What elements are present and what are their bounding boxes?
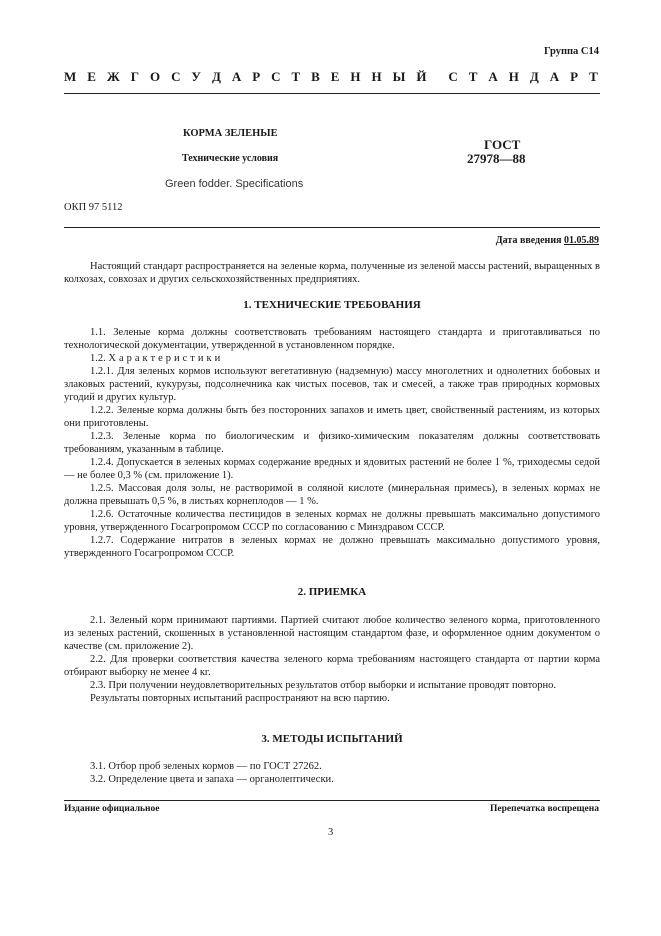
clause-1-2-4: 1.2.4. Допускается в зеленых кормах содержание вредных и ядовитых растений не более 1 %, триходесмы седой — не более 0,3 % (см. приложение 1). — [64, 457, 600, 481]
banner-letter: С — [271, 69, 281, 84]
banner-letter: У — [191, 69, 201, 84]
official-edition-note: Издание официальное — [64, 804, 160, 814]
banner-letter: Н — [350, 69, 361, 84]
banner-letter: Д — [211, 69, 221, 84]
section-1-body — [64, 326, 600, 560]
banner-letter: А — [231, 69, 242, 84]
clause-2-2: 2.2. Для проверки соответствия качества зеленого корма требованиям настоящего стандарта от партии корма отбирают выборку не менее 4 кг. — [64, 654, 600, 678]
section-1-heading: 1. ТЕХНИЧЕСКИЕ ТРЕБОВАНИЯ — [243, 299, 421, 311]
section-3-heading: 3. МЕТОДЫ ИСПЫТАНИЙ — [261, 733, 403, 745]
banner-letter: Ж — [106, 69, 120, 84]
section-3-body — [64, 760, 600, 786]
banner-letter: Н — [371, 69, 382, 84]
introduction-date — [496, 235, 599, 246]
clause-1-2-6: 1.2.6. Остаточные количества пестицидов в зеленых кормах не должны превышать максимально допустимого уровня, утвержденного Госагропромом СССР по согласованию с Минздравом СССР. — [64, 509, 600, 533]
page-number: 3 — [328, 827, 334, 838]
banner-letter: А — [549, 69, 560, 84]
clause-3-2: 3.2. Определение цвета и запаха — органолептически. — [90, 774, 334, 785]
clause-1-2: 1.2. Характеристики — [90, 353, 224, 364]
banner-letter: Н — [508, 69, 519, 84]
section-2 — [64, 586, 600, 599]
section-1 — [64, 299, 600, 312]
banner-letter: С — [448, 69, 458, 84]
clause-1-2-5: 1.2.5. Массовая доля золы, не растворимой в соляной кислоте (минеральная примесь), в зеленых кормах не должна превышать 0,5 %, в листьях корнеплодов — 1 %. — [64, 483, 600, 507]
intro-paragraph: Настоящий стандарт распространяется на зеленые корма, полученные из зеленой массы растений, выращенных в колхозах, совхозах и других сельскохозяйственных предприятиях. — [64, 261, 600, 285]
interstate-standard-banner — [64, 69, 598, 85]
banner-letter: Т — [468, 69, 478, 84]
section-3 — [64, 733, 600, 746]
clause-1-2-2: 1.2.2. Зеленые корма должны быть без посторонних запахов и иметь цвет, свойственный растениям, из которых они приготовлены. — [64, 405, 600, 429]
banner-letter: Г — [130, 69, 139, 84]
banner-letter: Т — [291, 69, 301, 84]
document-english-title: Green fodder. Specifications — [165, 178, 304, 190]
reprint-prohibited-note: Перепечатка воспрещена — [489, 804, 599, 814]
header-rule — [64, 93, 600, 94]
document-title: КОРМА ЗЕЛЕНЫЕ — [183, 128, 278, 139]
introduction-date-value: 01.05.89 — [564, 235, 599, 246]
okp-code: ОКП 97 5112 — [64, 202, 123, 213]
clause-1-2-7: 1.2.7. Содержание нитратов в зеленых кормах не должно превышать максимально допустимого уровня, утвержденного Госагропромом СССР. — [64, 535, 600, 559]
banner-letter: О — [149, 69, 161, 84]
gost-label: ГОСТ — [484, 137, 521, 152]
clause-1-1: 1.1. Зеленые корма должны соответствовать требованиям настоящего стандарта и приготавливаться по технологической документации, утвержденной в установленном порядке. — [64, 327, 600, 351]
gost-number: 27978—88 — [467, 151, 526, 166]
clause-1-2-3: 1.2.3. Зеленые корма по биологическим и физико-химическим показателям должны соответствовать требованиям, указанным в таблице. — [64, 431, 600, 455]
banner-letter: Р — [570, 69, 579, 84]
banner-letter: Т — [589, 69, 598, 84]
banner-letter: Д — [529, 69, 539, 84]
banner-letter: С — [171, 69, 181, 84]
banner-letter: Й — [416, 69, 427, 84]
clause-3-1: 3.1. Отбор проб зеленых кормов — по ГОСТ 27262. — [90, 761, 322, 772]
footer-rule — [64, 800, 600, 801]
banner-letter: М — [64, 69, 77, 84]
section-2-heading: 2. ПРИЕМКА — [297, 586, 367, 598]
introduction-date-label: Дата введения — [495, 235, 562, 246]
section-2-body — [64, 614, 600, 705]
banner-letter: Е — [330, 69, 340, 84]
banner-letter: Ы — [392, 69, 406, 84]
banner-letter: В — [311, 69, 320, 84]
banner-letter: Р — [252, 69, 261, 84]
banner-letter: Е — [87, 69, 96, 84]
clause-2-3-result: Результаты повторных испытаний распространяют на всю партию. — [90, 693, 390, 704]
banner-letter: А — [488, 69, 498, 84]
clause-1-2-1: 1.2.1. Для зеленых кормов используют вегетативную (надземную) массу многолетних и однолетних бобовых и злаковых растений, кукурузы, подсолнечника как чистых посевов, так и смесей, а также трав природных кормовых угодий и других культур. — [64, 366, 600, 403]
clause-2-1: 2.1. Зеленый корм принимают партиями. Партией считают любое количество зеленого корма, приготовленного из зеленых растений, скошенных в установленной настоящим стандартом фазе, и оформленное одним документом о качестве (см. приложение 2). — [64, 615, 600, 652]
title-rule — [64, 227, 600, 228]
document-subtitle: Технические условия — [182, 153, 279, 164]
clause-2-3: 2.3. При получении неудовлетворительных результатов отбор выборки и испытание проводят повторно. — [90, 680, 557, 691]
group-code: Группа С14 — [543, 46, 599, 57]
